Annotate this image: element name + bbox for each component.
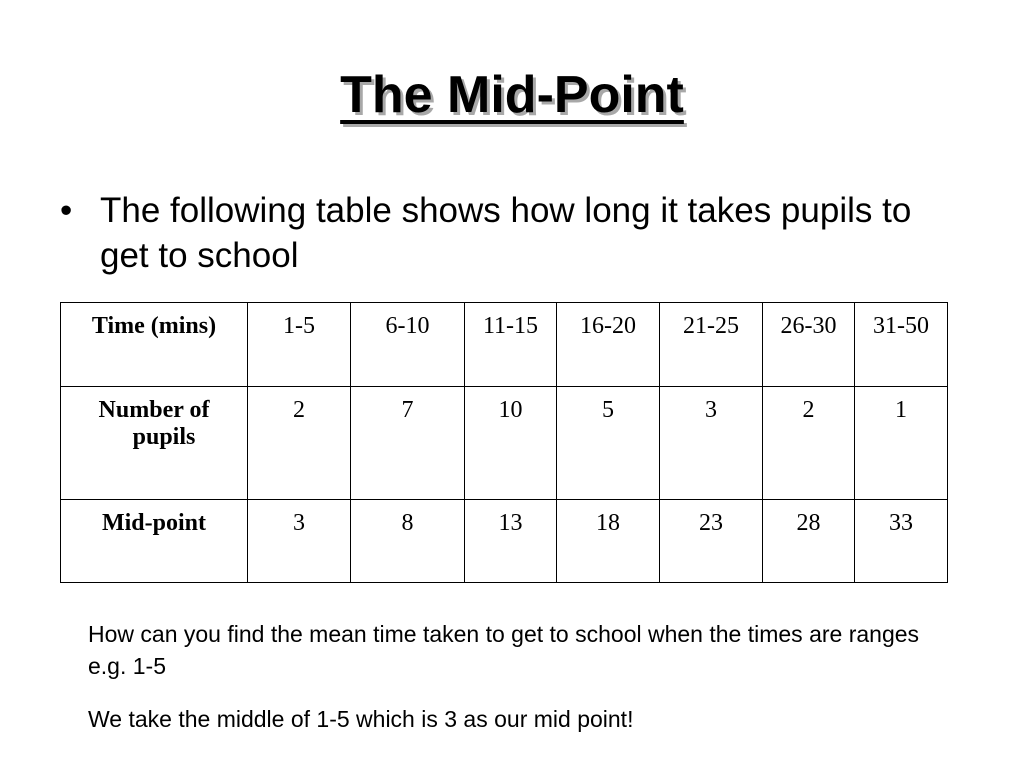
question-text: How can you find the mean time taken to get to school when the times are ranges e.g. 1-5	[88, 621, 920, 679]
answer-text: We take the middle of 1-5 which is 3 as our mid point!	[88, 706, 634, 732]
table-cell: 16-20	[557, 303, 660, 387]
row-header-midpoint: Mid-point	[61, 500, 248, 583]
table-cell: 8	[351, 500, 465, 583]
table-cell: 2	[763, 387, 855, 500]
table-row-midpoint	[61, 500, 948, 583]
table-cell: 7	[351, 387, 465, 500]
row-header-pupils-line1: Number of	[98, 397, 210, 423]
table-cell: 21-25	[660, 303, 763, 387]
table-cell: 23	[660, 500, 763, 583]
table-cell: 33	[855, 500, 948, 583]
bullet-point	[60, 188, 940, 278]
slide-title: The Mid-Point	[340, 66, 684, 124]
table-cell: 2	[248, 387, 351, 500]
table-cell: 13	[465, 500, 557, 583]
table-row-pupils	[61, 387, 948, 500]
table-cell: 3	[248, 500, 351, 583]
table-cell: 28	[763, 500, 855, 583]
table-cell: 31-50	[855, 303, 948, 387]
table-cell: 26-30	[763, 303, 855, 387]
table-row-time	[61, 303, 948, 387]
table-cell: 1	[855, 387, 948, 500]
row-header-pupils	[61, 387, 248, 500]
table-cell: 1-5	[248, 303, 351, 387]
bullet-marker: •	[60, 191, 73, 230]
table-cell: 5	[557, 387, 660, 500]
table-cell: 11-15	[465, 303, 557, 387]
row-header-pupils-line2: pupils	[132, 424, 196, 450]
data-table	[60, 302, 948, 583]
table-cell: 3	[660, 387, 763, 500]
table-cell: 6-10	[351, 303, 465, 387]
table-cell: 18	[557, 500, 660, 583]
bullet-text: The following table shows how long it takes pupils to get to school	[100, 191, 912, 275]
row-header-time: Time (mins)	[61, 303, 248, 387]
table-cell: 10	[465, 387, 557, 500]
